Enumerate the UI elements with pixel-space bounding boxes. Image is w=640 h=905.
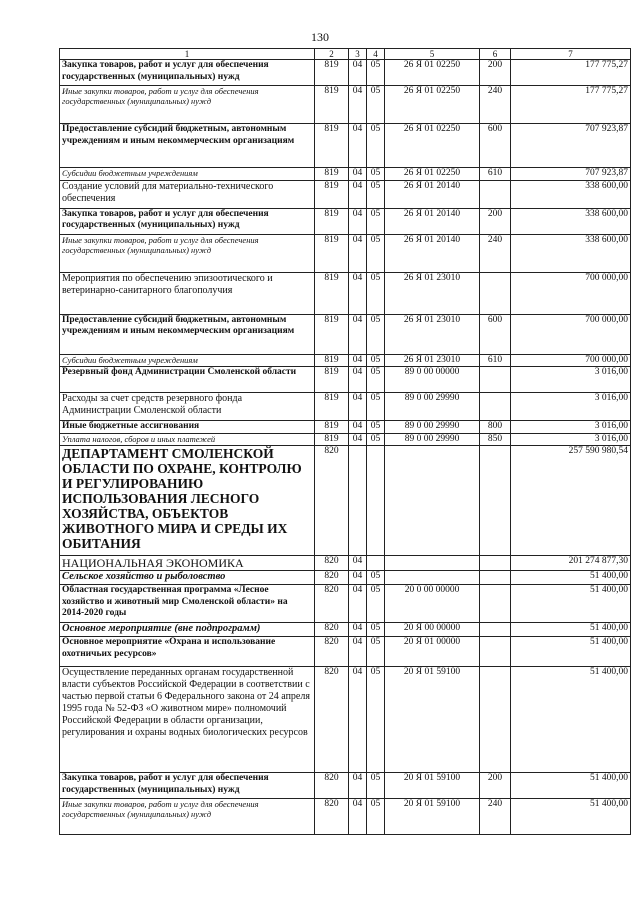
subsection-code-cell: 05 bbox=[367, 773, 385, 799]
subsection-code-cell: 05 bbox=[367, 367, 385, 393]
section-code-cell: 04 bbox=[349, 168, 367, 181]
target-article-cell: 89 0 00 29990 bbox=[385, 393, 480, 421]
table-row bbox=[60, 585, 631, 623]
row-name-cell: Иные закупки товаров, работ и услуг для обеспечения государственных (муниципальных) нужд bbox=[60, 86, 315, 124]
ministry-code-cell: 820 bbox=[315, 773, 349, 799]
amount-cell: 3 016,00 bbox=[511, 433, 631, 446]
amount-cell: 257 590 980,54 bbox=[511, 446, 631, 556]
row-name-cell: Создание условий для материально-технического обеспечения bbox=[60, 180, 315, 208]
ministry-code-cell: 819 bbox=[315, 314, 349, 354]
table-row bbox=[60, 86, 631, 124]
row-name-cell: Закупка товаров, работ и услуг для обеспечения государственных (муниципальных) нужд bbox=[60, 773, 315, 799]
expense-type-cell: 240 bbox=[480, 234, 511, 272]
expense-type-cell bbox=[480, 667, 511, 773]
ministry-code-cell: 820 bbox=[315, 571, 349, 585]
row-name-cell: Основное мероприятие (вне подпрограмм) bbox=[60, 623, 315, 637]
subsection-code-cell bbox=[367, 556, 385, 571]
section-code-cell: 04 bbox=[349, 571, 367, 585]
amount-cell: 51 400,00 bbox=[511, 585, 631, 623]
row-name-cell: Мероприятия по обеспечению эпизоотического и ветеринарно-санитарного благополучия bbox=[60, 272, 315, 314]
target-article-cell bbox=[385, 556, 480, 571]
expense-type-cell: 610 bbox=[480, 168, 511, 181]
ministry-code-cell: 819 bbox=[315, 354, 349, 367]
row-name-cell: Субсидии бюджетным учреждениям bbox=[60, 354, 315, 367]
target-article-cell: 26 Я 01 23010 bbox=[385, 272, 480, 314]
target-article-cell bbox=[385, 571, 480, 585]
section-code-cell: 04 bbox=[349, 637, 367, 667]
section-code-cell: 04 bbox=[349, 234, 367, 272]
expense-type-cell bbox=[480, 272, 511, 314]
subsection-code-cell: 05 bbox=[367, 168, 385, 181]
expense-type-cell bbox=[480, 180, 511, 208]
target-article-cell: 26 Я 01 20140 bbox=[385, 234, 480, 272]
ministry-code-cell: 819 bbox=[315, 234, 349, 272]
section-code-cell: 04 bbox=[349, 667, 367, 773]
amount-cell: 51 400,00 bbox=[511, 637, 631, 667]
ministry-code-cell: 819 bbox=[315, 421, 349, 434]
expense-type-cell: 850 bbox=[480, 433, 511, 446]
expense-type-cell bbox=[480, 446, 511, 556]
target-article-cell: 26 Я 01 02250 bbox=[385, 86, 480, 124]
table-row bbox=[60, 393, 631, 421]
expense-type-cell: 600 bbox=[480, 124, 511, 168]
section-code-cell: 04 bbox=[349, 60, 367, 86]
amount-cell: 338 600,00 bbox=[511, 180, 631, 208]
row-name-cell: Сельское хозяйство и рыболовство bbox=[60, 571, 315, 585]
expense-type-cell bbox=[480, 585, 511, 623]
ministry-code-cell: 820 bbox=[315, 667, 349, 773]
subsection-code-cell: 05 bbox=[367, 393, 385, 421]
subsection-code-cell: 05 bbox=[367, 433, 385, 446]
table-row bbox=[60, 637, 631, 667]
table-row bbox=[60, 208, 631, 234]
column-header: 5 bbox=[385, 49, 480, 60]
target-article-cell: 20 Я 00 00000 bbox=[385, 623, 480, 637]
row-name-cell: Иные закупки товаров, работ и услуг для обеспечения государственных (муниципальных) нужд bbox=[60, 234, 315, 272]
section-code-cell: 04 bbox=[349, 421, 367, 434]
amount-cell: 3 016,00 bbox=[511, 421, 631, 434]
target-article-cell: 20 Я 01 59100 bbox=[385, 773, 480, 799]
row-name-cell: Предоставление субсидий бюджетным, автономным учреждениям и иным некоммерческим организациям bbox=[60, 314, 315, 354]
table-row bbox=[60, 421, 631, 434]
row-name-cell: Иные закупки товаров, работ и услуг для обеспечения государственных (муниципальных) нужд bbox=[60, 799, 315, 835]
row-name-cell: Иные бюджетные ассигнования bbox=[60, 421, 315, 434]
ministry-code-cell: 819 bbox=[315, 124, 349, 168]
row-name-cell: Расходы за счет средств резервного фонда Администрации Смоленской области bbox=[60, 393, 315, 421]
expense-type-cell bbox=[480, 393, 511, 421]
target-article-cell: 89 0 00 29990 bbox=[385, 433, 480, 446]
target-article-cell: 26 Я 01 02250 bbox=[385, 60, 480, 86]
row-name-cell: ДЕПАРТАМЕНТ СМОЛЕНСКОЙ ОБЛАСТИ ПО ОХРАНЕ, КОНТРОЛЮ И РЕГУЛИРОВАНИЮ ИСПОЛЬЗОВАНИЯ ЛЕСНОГО ХОЗЯЙСТВА, ОБЪЕКТОВ ЖИВОТНОГО МИРА И СРЕДЫ ИХ ОБИТАНИЯ bbox=[60, 446, 315, 556]
section-code-cell: 04 bbox=[349, 585, 367, 623]
row-name-cell: НАЦИОНАЛЬНАЯ ЭКОНОМИКА bbox=[60, 556, 315, 571]
ministry-code-cell: 820 bbox=[315, 637, 349, 667]
ministry-code-cell: 820 bbox=[315, 623, 349, 637]
row-name-cell: Основное мероприятие «Охрана и использование охотничьих ресурсов» bbox=[60, 637, 315, 667]
amount-cell: 700 000,00 bbox=[511, 354, 631, 367]
row-name-cell: Предоставление субсидий бюджетным, автономным учреждениям и иным некоммерческим организациям bbox=[60, 124, 315, 168]
amount-cell: 51 400,00 bbox=[511, 773, 631, 799]
subsection-code-cell: 05 bbox=[367, 571, 385, 585]
ministry-code-cell: 820 bbox=[315, 446, 349, 556]
subsection-code-cell: 05 bbox=[367, 314, 385, 354]
section-code-cell: 04 bbox=[349, 272, 367, 314]
ministry-code-cell: 819 bbox=[315, 86, 349, 124]
ministry-code-cell: 820 bbox=[315, 799, 349, 835]
subsection-code-cell: 05 bbox=[367, 272, 385, 314]
amount-cell: 3 016,00 bbox=[511, 367, 631, 393]
header-row bbox=[60, 49, 631, 60]
expense-type-cell bbox=[480, 571, 511, 585]
row-name-cell: Областная государственная программа «Лесное хозяйство и животный мир Смоленской области» на 2014-2020 годы bbox=[60, 585, 315, 623]
amount-cell: 700 000,00 bbox=[511, 314, 631, 354]
column-header: 2 bbox=[315, 49, 349, 60]
subsection-code-cell bbox=[367, 446, 385, 556]
budget-table bbox=[59, 48, 631, 835]
ministry-code-cell: 819 bbox=[315, 393, 349, 421]
subsection-code-cell: 05 bbox=[367, 180, 385, 208]
section-code-cell: 04 bbox=[349, 180, 367, 208]
section-code-cell: 04 bbox=[349, 124, 367, 168]
subsection-code-cell: 05 bbox=[367, 623, 385, 637]
target-article-cell: 26 Я 01 23010 bbox=[385, 314, 480, 354]
table-row bbox=[60, 799, 631, 835]
amount-cell: 177 775,27 bbox=[511, 86, 631, 124]
subsection-code-cell: 05 bbox=[367, 234, 385, 272]
subsection-code-cell: 05 bbox=[367, 60, 385, 86]
amount-cell: 51 400,00 bbox=[511, 667, 631, 773]
amount-cell: 707 923,87 bbox=[511, 124, 631, 168]
amount-cell: 177 775,27 bbox=[511, 60, 631, 86]
ministry-code-cell: 819 bbox=[315, 208, 349, 234]
table-row bbox=[60, 367, 631, 393]
page-number: 130 bbox=[311, 30, 329, 44]
table-row bbox=[60, 556, 631, 571]
expense-type-cell: 600 bbox=[480, 314, 511, 354]
subsection-code-cell: 05 bbox=[367, 208, 385, 234]
expense-type-cell bbox=[480, 637, 511, 667]
row-name-cell: Закупка товаров, работ и услуг для обеспечения государственных (муниципальных) нужд bbox=[60, 60, 315, 86]
table-row bbox=[60, 623, 631, 637]
expense-type-cell: 610 bbox=[480, 354, 511, 367]
subsection-code-cell: 05 bbox=[367, 124, 385, 168]
table-row bbox=[60, 667, 631, 773]
target-article-cell: 26 Я 01 20140 bbox=[385, 180, 480, 208]
ministry-code-cell: 819 bbox=[315, 180, 349, 208]
expense-type-cell: 240 bbox=[480, 799, 511, 835]
amount-cell: 201 274 877,30 bbox=[511, 556, 631, 571]
expense-type-cell: 200 bbox=[480, 208, 511, 234]
expense-type-cell: 240 bbox=[480, 86, 511, 124]
table-row bbox=[60, 571, 631, 585]
section-code-cell: 04 bbox=[349, 367, 367, 393]
section-code-cell: 04 bbox=[349, 556, 367, 571]
column-header: 1 bbox=[60, 49, 315, 60]
target-article-cell bbox=[385, 446, 480, 556]
row-name-cell: Закупка товаров, работ и услуг для обеспечения государственных (муниципальных) нужд bbox=[60, 208, 315, 234]
amount-cell: 338 600,00 bbox=[511, 208, 631, 234]
section-code-cell: 04 bbox=[349, 86, 367, 124]
column-header: 4 bbox=[367, 49, 385, 60]
section-code-cell: 04 bbox=[349, 354, 367, 367]
table-row bbox=[60, 433, 631, 446]
table-row bbox=[60, 314, 631, 354]
target-article-cell: 26 Я 01 02250 bbox=[385, 168, 480, 181]
column-header: 7 bbox=[511, 49, 631, 60]
target-article-cell: 20 Я 01 59100 bbox=[385, 799, 480, 835]
table-row bbox=[60, 272, 631, 314]
section-code-cell: 04 bbox=[349, 208, 367, 234]
amount-cell: 51 400,00 bbox=[511, 799, 631, 835]
subsection-code-cell: 05 bbox=[367, 354, 385, 367]
expense-type-cell: 200 bbox=[480, 60, 511, 86]
ministry-code-cell: 819 bbox=[315, 60, 349, 86]
subsection-code-cell: 05 bbox=[367, 667, 385, 773]
section-code-cell: 04 bbox=[349, 314, 367, 354]
amount-cell: 51 400,00 bbox=[511, 571, 631, 585]
amount-cell: 3 016,00 bbox=[511, 393, 631, 421]
ministry-code-cell: 819 bbox=[315, 433, 349, 446]
subsection-code-cell: 05 bbox=[367, 637, 385, 667]
column-header: 3 bbox=[349, 49, 367, 60]
amount-cell: 707 923,87 bbox=[511, 168, 631, 181]
table-row bbox=[60, 354, 631, 367]
expense-type-cell: 200 bbox=[480, 773, 511, 799]
target-article-cell: 89 0 00 29990 bbox=[385, 421, 480, 434]
section-code-cell: 04 bbox=[349, 799, 367, 835]
section-code-cell: 04 bbox=[349, 773, 367, 799]
target-article-cell: 26 Я 01 02250 bbox=[385, 124, 480, 168]
table-row bbox=[60, 60, 631, 86]
target-article-cell: 26 Я 01 20140 bbox=[385, 208, 480, 234]
table-row bbox=[60, 180, 631, 208]
expense-type-cell bbox=[480, 367, 511, 393]
section-code-cell: 04 bbox=[349, 393, 367, 421]
table-row bbox=[60, 168, 631, 181]
row-name-cell: Субсидии бюджетным учреждениям bbox=[60, 168, 315, 181]
expense-type-cell: 800 bbox=[480, 421, 511, 434]
subsection-code-cell: 05 bbox=[367, 585, 385, 623]
table-row bbox=[60, 446, 631, 556]
target-article-cell: 26 Я 01 23010 bbox=[385, 354, 480, 367]
subsection-code-cell: 05 bbox=[367, 799, 385, 835]
subsection-code-cell: 05 bbox=[367, 86, 385, 124]
column-header: 6 bbox=[480, 49, 511, 60]
table-row bbox=[60, 124, 631, 168]
ministry-code-cell: 820 bbox=[315, 585, 349, 623]
expense-type-cell bbox=[480, 556, 511, 571]
ministry-code-cell: 819 bbox=[315, 168, 349, 181]
target-article-cell: 89 0 00 00000 bbox=[385, 367, 480, 393]
section-code-cell: 04 bbox=[349, 433, 367, 446]
amount-cell: 51 400,00 bbox=[511, 623, 631, 637]
amount-cell: 700 000,00 bbox=[511, 272, 631, 314]
section-code-cell bbox=[349, 446, 367, 556]
row-name-cell: Осуществление переданных органам государственной власти субъектов Российской Федерации в соответствии с частью первой статьи 6 Федерального закона от 24 апреля 1995 года № 52-ФЗ «О животном мире» полномочий Российской Федерации в области организации, регулирования и охраны водных биологических ресурсов bbox=[60, 667, 315, 773]
subsection-code-cell: 05 bbox=[367, 421, 385, 434]
expense-type-cell bbox=[480, 623, 511, 637]
ministry-code-cell: 819 bbox=[315, 367, 349, 393]
row-name-cell: Уплата налогов, сборов и иных платежей bbox=[60, 433, 315, 446]
target-article-cell: 20 0 00 00000 bbox=[385, 585, 480, 623]
table-row bbox=[60, 234, 631, 272]
section-code-cell: 04 bbox=[349, 623, 367, 637]
ministry-code-cell: 819 bbox=[315, 272, 349, 314]
amount-cell: 338 600,00 bbox=[511, 234, 631, 272]
target-article-cell: 20 Я 01 00000 bbox=[385, 637, 480, 667]
ministry-code-cell: 820 bbox=[315, 556, 349, 571]
row-name-cell: Резервный фонд Администрации Смоленской области bbox=[60, 367, 315, 393]
table-row bbox=[60, 773, 631, 799]
target-article-cell: 20 Я 01 59100 bbox=[385, 667, 480, 773]
